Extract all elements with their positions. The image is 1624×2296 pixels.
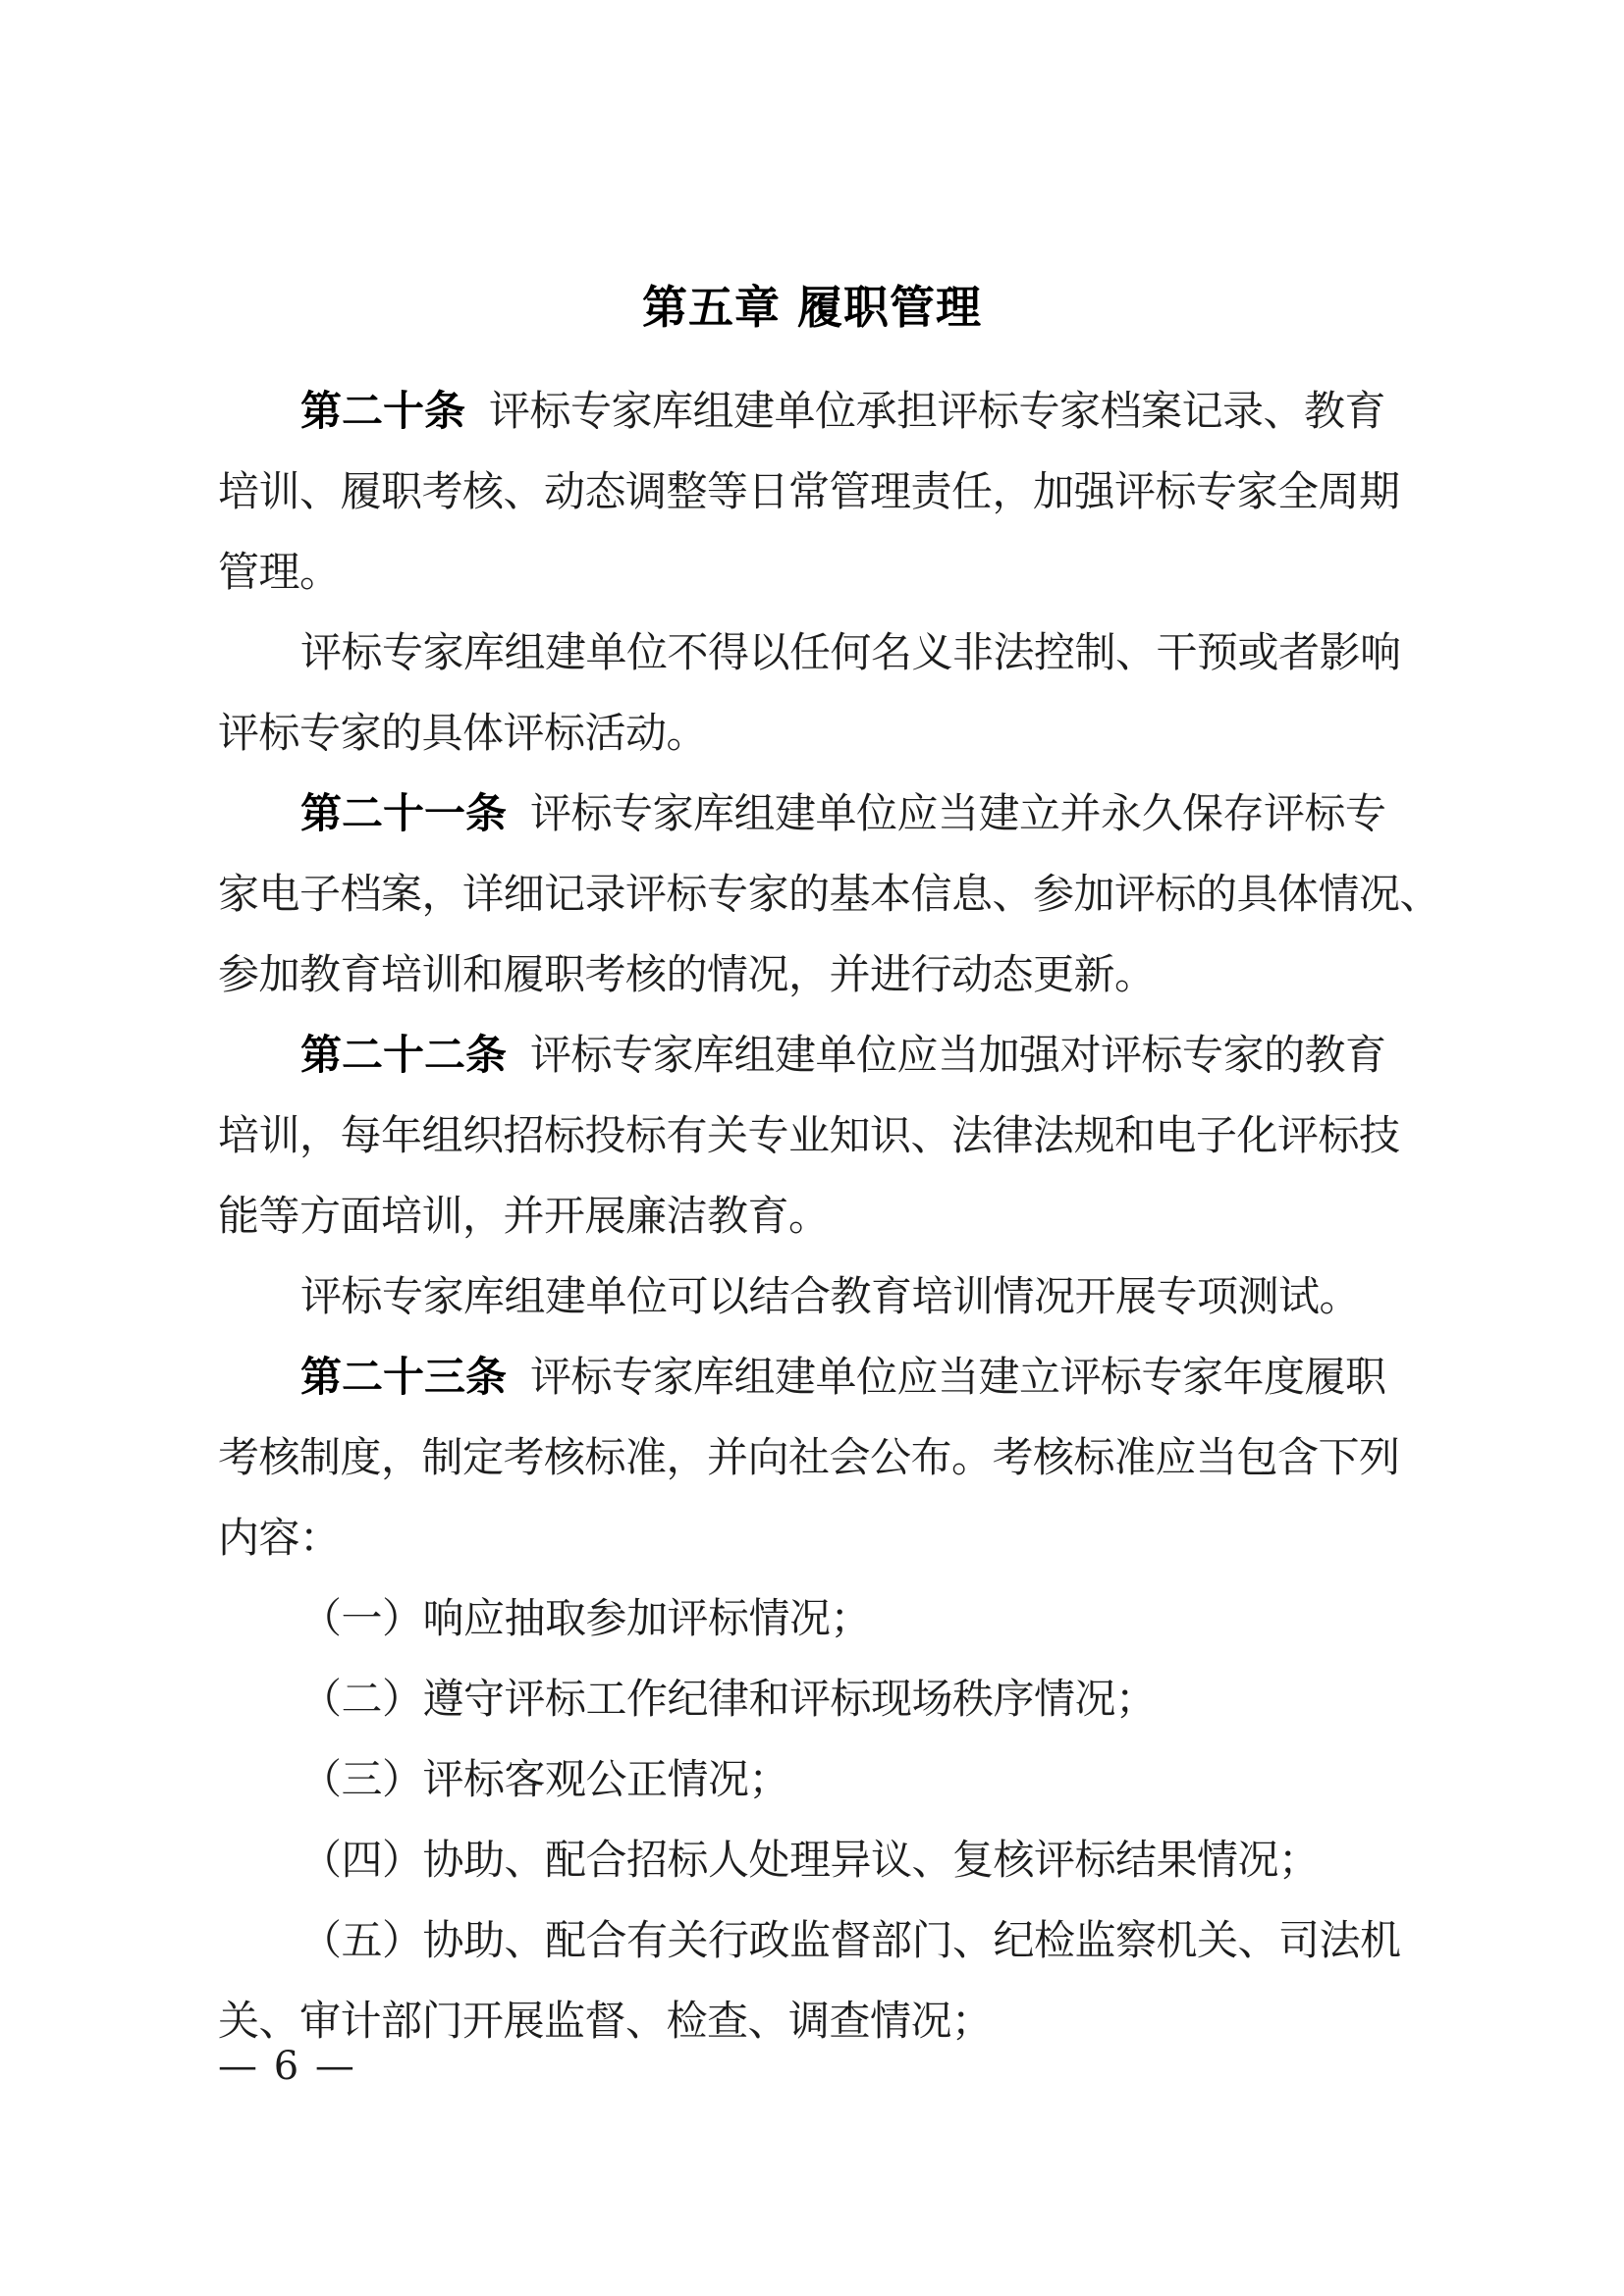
- text-line: [218, 774, 1416, 854]
- text-line: [218, 371, 1416, 452]
- text-line: [218, 693, 1416, 774]
- line-text: （五）协助、配合有关行政监督部门、纪检监察机关、司法机: [300, 1916, 1401, 1964]
- line-text: 能等方面培训，并开展廉洁教育。: [218, 1192, 830, 1240]
- line-text: 评标专家库组建单位承担评标专家档案记录、教育: [489, 387, 1386, 435]
- article-number: 第二十二条: [300, 1031, 508, 1079]
- line-text: （三）评标客观公正情况；: [300, 1755, 790, 1803]
- text-line: [218, 1900, 1416, 1981]
- text-line: [218, 1015, 1416, 1095]
- text-line: [218, 1739, 1416, 1820]
- line-text: 评标专家库组建单位应当加强对评标专家的教育: [530, 1031, 1386, 1079]
- text-line: [218, 1498, 1416, 1578]
- line-text: 评标专家库组建单位可以结合教育培训情况开展专项测试。: [300, 1272, 1361, 1320]
- text-line: [218, 613, 1416, 693]
- text-line: [218, 1417, 1416, 1498]
- line-text: 内容：: [218, 1514, 341, 1562]
- article-number: 第二十三条: [300, 1353, 508, 1401]
- text-line: [218, 1578, 1416, 1659]
- document-body: [218, 371, 1441, 2061]
- text-line: [218, 452, 1416, 532]
- text-line: [218, 1095, 1416, 1176]
- text-line: [218, 1337, 1416, 1417]
- line-text: 参加教育培训和履职考核的情况，并进行动态更新。: [218, 950, 1156, 998]
- text-line: [218, 532, 1416, 613]
- text-line: [218, 854, 1441, 934]
- text-line: [218, 1820, 1416, 1900]
- text-line: [218, 1176, 1416, 1256]
- text-line: [218, 1256, 1416, 1337]
- article-number: 第二十一条: [300, 789, 508, 837]
- text-line: [218, 1981, 1416, 2061]
- line-text: 评标专家的具体评标活动。: [218, 709, 708, 757]
- text-line: [218, 934, 1416, 1015]
- line-text: （二）遵守评标工作纪律和评标现场秩序情况；: [300, 1675, 1157, 1723]
- line-text: 管理。: [218, 548, 341, 596]
- line-text: （一）响应抽取参加评标情况；: [300, 1594, 872, 1642]
- text-line: [218, 1659, 1416, 1739]
- chapter-title: 第五章 履职管理: [641, 281, 982, 334]
- line-text: 评标专家库组建单位不得以任何名义非法控制、干预或者影响: [300, 628, 1401, 676]
- line-text: 评标专家库组建单位应当建立评标专家年度履职: [530, 1353, 1386, 1401]
- article-number: 第二十条: [300, 387, 466, 435]
- line-text: （四）协助、配合招标人处理异议、复核评标结果情况；: [300, 1836, 1320, 1884]
- line-text: 培训，每年组织招标投标有关专业知识、法律法规和电子化评标技: [218, 1111, 1400, 1159]
- line-text: 培训、履职考核、动态调整等日常管理责任，加强评标专家全周期: [218, 467, 1400, 515]
- line-text: 关、审计部门开展监督、检查、调查情况；: [218, 1997, 993, 2045]
- line-text: 考核制度，制定考核标准，并向社会公布。考核标准应当包含下列: [218, 1433, 1400, 1481]
- line-text: 评标专家库组建单位应当建立并永久保存评标专: [530, 789, 1386, 837]
- line-text: 家电子档案，详细记录评标专家的基本信息、参加评标的具体情况、: [218, 870, 1441, 918]
- page-number: — 6 —: [218, 2044, 356, 2089]
